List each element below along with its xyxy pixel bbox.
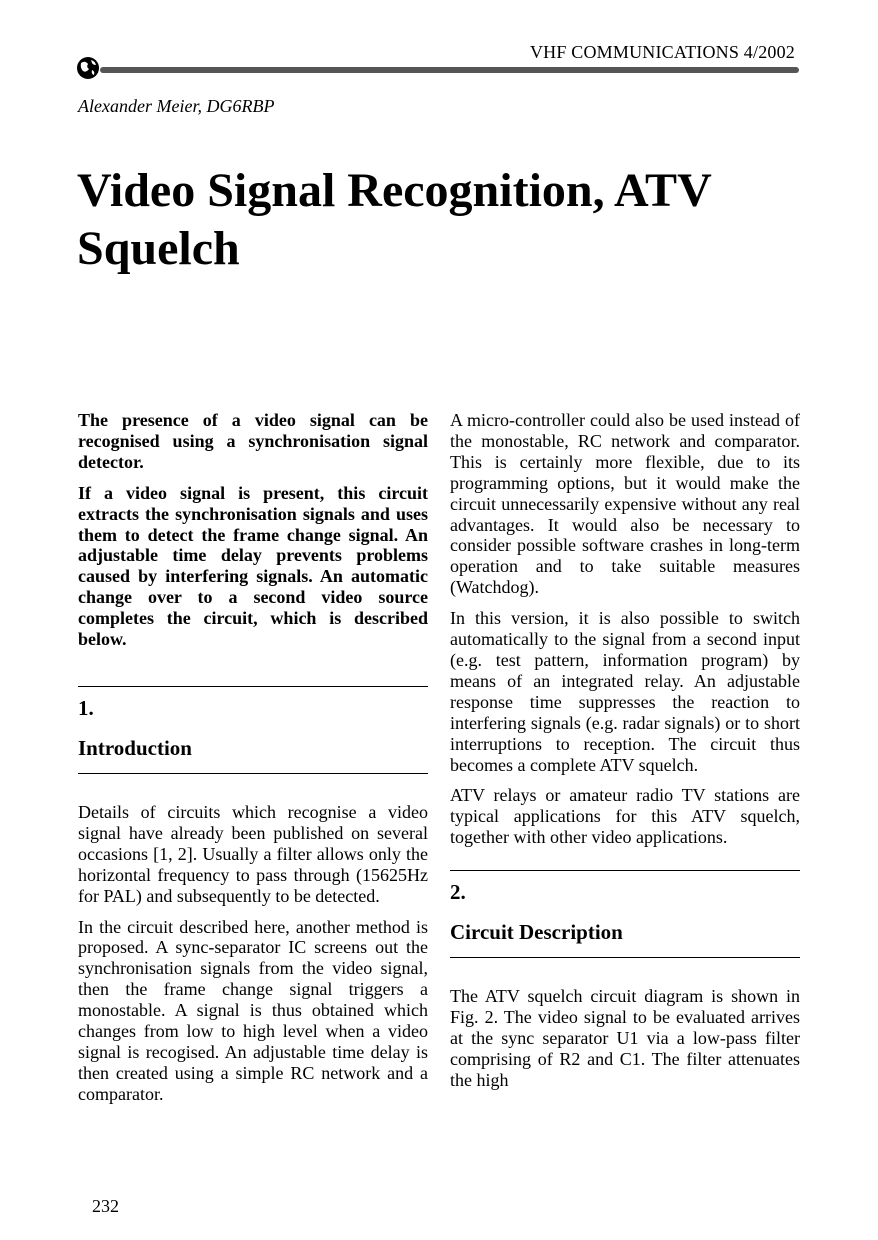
article-title: Video Signal Recognition, ATV Squelch [77, 164, 711, 275]
abstract-paragraph: If a video signal is present, this circuit extracts the synchronisation signals and uses them to detect the frame change signal. An adjustable time delay prevents problems caused by interfering signals. An automatic change over to a second video source completes the circuit, which is described below. [78, 482, 428, 650]
left-column [78, 410, 428, 1115]
section-title: Circuit Description [450, 920, 623, 945]
section-title: Introduction [78, 735, 192, 760]
body-paragraph: In the circuit described here, another method is proposed. A sync-separator IC screens out the synchronisation signals from the video signal, then the frame change signal triggers a monostable. A signal is thus obtained which changes from low to high level when a video signal is recogised. An adjustable time delay is then created using a simple RC network and a comparator. [78, 916, 428, 1104]
section-heading-circuit-description [450, 870, 800, 958]
body-paragraph: A micro-controller could also be used instead of the monostable, RC network and comparator. This is certainly more flexible, due to its programming options, but it would make the circuit unnecessarily expensive without any real advantages. It would also be necessary to consider possible software crashes in long-term operation and to take suitable measures (Watchdog). [450, 410, 800, 598]
page-number: 232 [92, 1196, 119, 1216]
body-paragraph: The ATV squelch circuit diagram is shown in Fig. 2. The video signal to be evaluated arrives at the sync separator U1 via a low-pass filter comprising of R2 and C1. The filter attenuates the high [450, 986, 800, 1090]
body-paragraph: ATV relays or amateur radio TV stations are typical applications for this ATV squelch, together with other video applications. [450, 785, 800, 848]
section-number: 1. [78, 695, 94, 720]
right-column [450, 410, 800, 1101]
section-number: 2. [450, 880, 466, 905]
section-heading-introduction [78, 686, 428, 774]
header-rule [100, 67, 799, 73]
abstract-paragraph: The presence of a video signal can be recognised using a synchronisation signal detector. [78, 410, 428, 472]
journal-header: VHF COMMUNICATIONS 4/2002 [529, 42, 795, 62]
author: Alexander Meier, DG6RBP [78, 96, 275, 116]
body-paragraph: In this version, it is also possible to switch automatically to the signal from a second input (e.g. test pattern, information program) by means of an integrated relay. An adjustable response time suppresses the reaction to interfering signals (e.g. radar signals) or to short interruptions to reception. The circuit thus becomes a complete ATV squelch. [450, 608, 800, 775]
body-paragraph: Details of circuits which recognise a video signal have already been published on several occasions [1, 2]. Usually a filter allows only the horizontal frequency to pass through (15625Hz for PAL) and subsequently to be detected. [78, 801, 428, 906]
